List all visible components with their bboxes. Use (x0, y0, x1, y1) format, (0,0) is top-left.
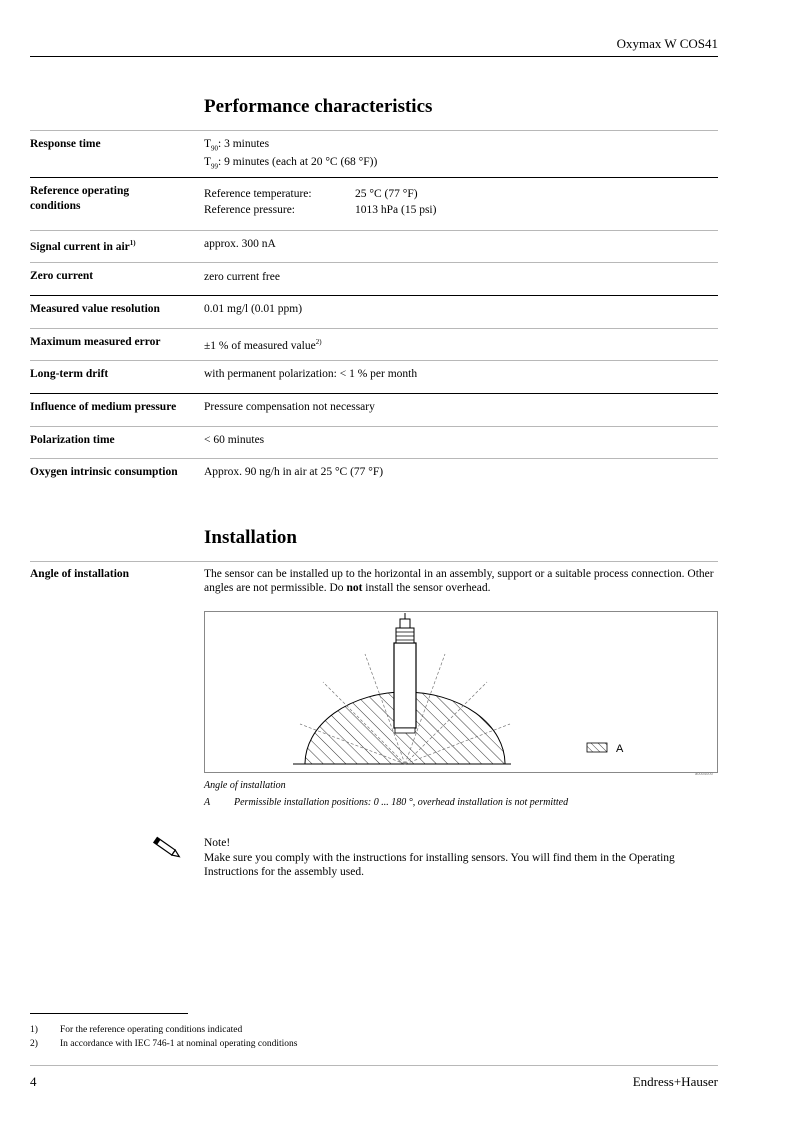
footnote-1-number: 1) (30, 1025, 38, 1035)
row-label-angle-of-installation: Angle of installation (30, 568, 130, 580)
row-value-reference-conditions: Reference temperature: 25 °C (77 °F) Reference pressure: 1013 hPa (15 psi) (204, 188, 437, 216)
divider (30, 130, 718, 131)
divider (30, 426, 718, 427)
figure-legend-text: Permissible installation positions: 0 ... 180 °, overhead installation is not permitted (234, 797, 569, 808)
row-label-zero-current: Zero current (30, 270, 94, 282)
footnote-1-text: For the reference operating conditions indicated (60, 1025, 243, 1035)
row-value-resolution: 0.01 mg/l (0.01 ppm) (204, 303, 303, 315)
row-label-medium-pressure: Influence of medium pressure (30, 401, 177, 413)
note-title: Note! (204, 837, 231, 849)
divider (30, 458, 718, 459)
figure-caption: Angle of installation (204, 780, 286, 791)
footer-rule (30, 1065, 718, 1066)
angle-of-installation-text: The sensor can be installed up to the horizontal in an assembly, support or a suitable process connection. Other angles are not permissible. Do not install the sensor overhead. (204, 568, 714, 594)
row-value-polarization-time: < 60 minutes (204, 434, 265, 446)
legend-letter: A (616, 743, 624, 755)
figure-legend-key: A (204, 797, 211, 808)
divider (30, 393, 718, 394)
row-label-max-error: Maximum measured error (30, 336, 161, 348)
installation-figure (204, 611, 718, 773)
row-label-intrinsic-consumption: Oxygen intrinsic consumption (30, 466, 178, 478)
pencil-icon (150, 836, 184, 860)
section-title-performance: Performance characteristics (204, 96, 433, 117)
document-header-title: Oxymax W COS41 (616, 36, 718, 51)
footnote-2-text: In accordance with IEC 746-1 at nominal operating conditions (60, 1039, 298, 1049)
divider (30, 177, 718, 178)
row-label-long-term-drift: Long-term drift (30, 368, 109, 380)
footer-brand: Endress+Hauser (632, 1074, 718, 1089)
row-label-polarization-time: Polarization time (30, 434, 115, 446)
note-text: Make sure you comply with the instructions for installing sensors. You will find them in the Operating Instructions for the assembly used. (204, 852, 675, 878)
row-value-medium-pressure: Pressure compensation not necessary (204, 401, 375, 413)
footnote-rule (30, 1013, 188, 1014)
divider (30, 230, 718, 231)
row-label-reference-conditions: Reference operating conditions (30, 185, 130, 212)
row-label-resolution: Measured value resolution (30, 303, 160, 315)
row-value-max-error: ±1 % of measured value$^{2)}$ (204, 338, 322, 352)
section-title-installation: Installation (204, 527, 297, 548)
row-value-zero-current: zero current free (204, 271, 280, 283)
legend-swatch (587, 743, 607, 752)
row-label-signal-current: Signal current in air$^{1)}$ (30, 239, 136, 253)
divider (30, 561, 718, 562)
figure-id-code: a0004000 (695, 771, 713, 776)
installation-angle-diagram (205, 612, 717, 772)
sensor-icon (394, 613, 416, 733)
divider (30, 360, 718, 361)
row-label-response-time: Response time (30, 138, 101, 150)
divider (30, 295, 718, 296)
divider (30, 328, 718, 329)
header-rule (30, 56, 718, 57)
footnote-2-number: 2) (30, 1039, 38, 1049)
page-number: 4 (30, 1074, 37, 1089)
divider (30, 262, 718, 263)
row-value-intrinsic-consumption: Approx. 90 ng/h in air at 25 °C (77 °F) (204, 466, 384, 478)
row-value-response-time: $T_{90}$: 3 minutes $T_{99}$: 9 minutes (each at 20 °C (68 °F)) (204, 138, 378, 171)
row-value-signal-current: approx. 300 nA (204, 238, 276, 250)
row-value-long-term-drift: with permanent polarization: < 1 % per month (204, 368, 418, 380)
